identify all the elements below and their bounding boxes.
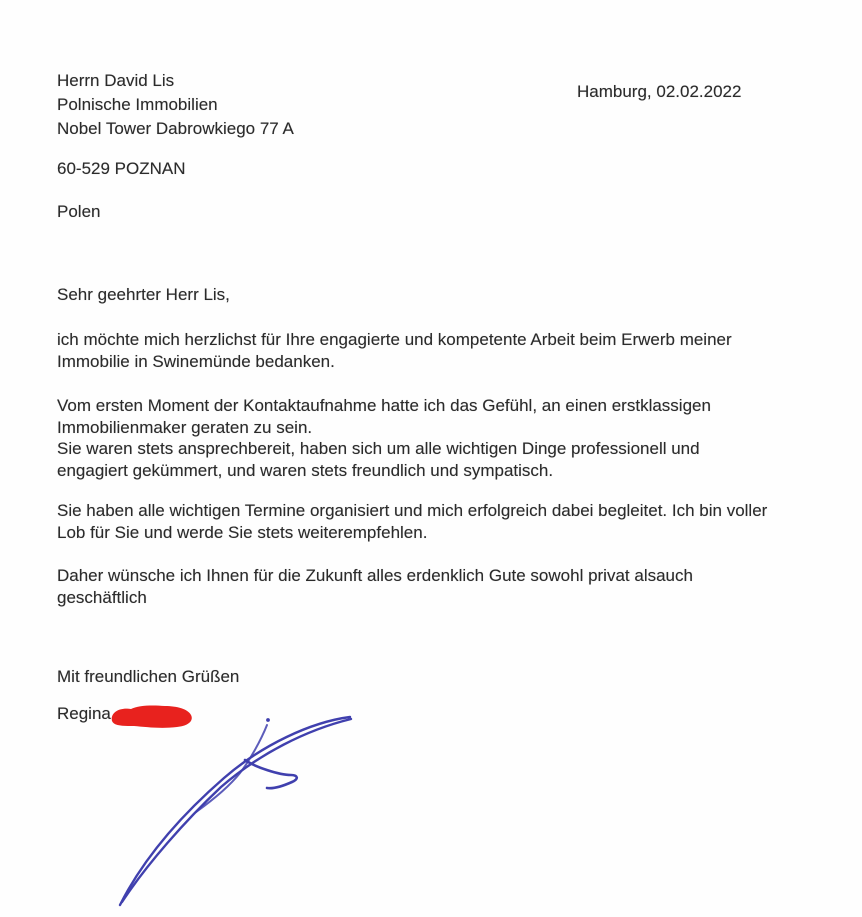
paragraph-line: ich möchte mich herzlichst für Ihre engagierte und kompetente Arbeit beim Erwerb meiner [57, 330, 732, 349]
body-paragraph-2 [57, 395, 711, 481]
body-paragraph-1 [57, 329, 732, 372]
signature-stroke [122, 719, 351, 902]
paragraph-line: Sie haben alle wichtigen Termine organisiert und mich erfolgreich dabei begleitet. Ich bin voller [57, 501, 768, 520]
recipient-address [57, 69, 294, 141]
paragraph-line: Immobilie in Swinemünde bedanken. [57, 351, 335, 371]
signature-pen-dot [266, 718, 270, 722]
body-paragraph-3 [57, 500, 767, 543]
paragraph-line: Lob für Sie und werde Sie stets weiterempfehlen. [57, 522, 428, 542]
paragraph-line: geschäftlich [57, 587, 147, 607]
recipient-name-line: Herrn David Lis [57, 71, 175, 90]
dateline: Hamburg, 02.02.2022 [577, 82, 742, 101]
paragraph-line: Sie waren stets ansprechbereit, haben sich um alle wichtigen Dinge professionell und [57, 439, 700, 458]
closing-formula: Mit freundlichen Grüßen [57, 667, 240, 686]
paragraph-line: Vom ersten Moment der Kontaktaufnahme hatte ich das Gefühl, an einen erstklassigen [57, 396, 711, 415]
recipient-postal-city: 60-529 POZNAN [57, 159, 186, 178]
signature-stroke [245, 760, 297, 788]
paragraph-line: engagiert gekümmert, und waren stets freundlich und sympatisch. [57, 460, 554, 480]
signer-name: Regina [57, 704, 111, 723]
signature-stroke [196, 725, 267, 812]
body-paragraph-4 [57, 565, 693, 608]
recipient-street-line: Nobel Tower Dabrowkiego 77 A [57, 119, 294, 138]
salutation: Sehr geehrter Herr Lis, [57, 285, 230, 304]
paragraph-line: Daher wünsche ich Ihnen für die Zukunft alles erdenklich Gute sowohl privat alsauch [57, 566, 693, 585]
recipient-company-line: Polnische Immobilien [57, 95, 218, 114]
recipient-country: Polen [57, 202, 101, 221]
paragraph-line: Immobilienmaker geraten zu sein. [57, 417, 313, 437]
handwritten-signature [95, 698, 370, 917]
redaction-mark [112, 705, 192, 727]
signature-stroke [120, 717, 350, 905]
